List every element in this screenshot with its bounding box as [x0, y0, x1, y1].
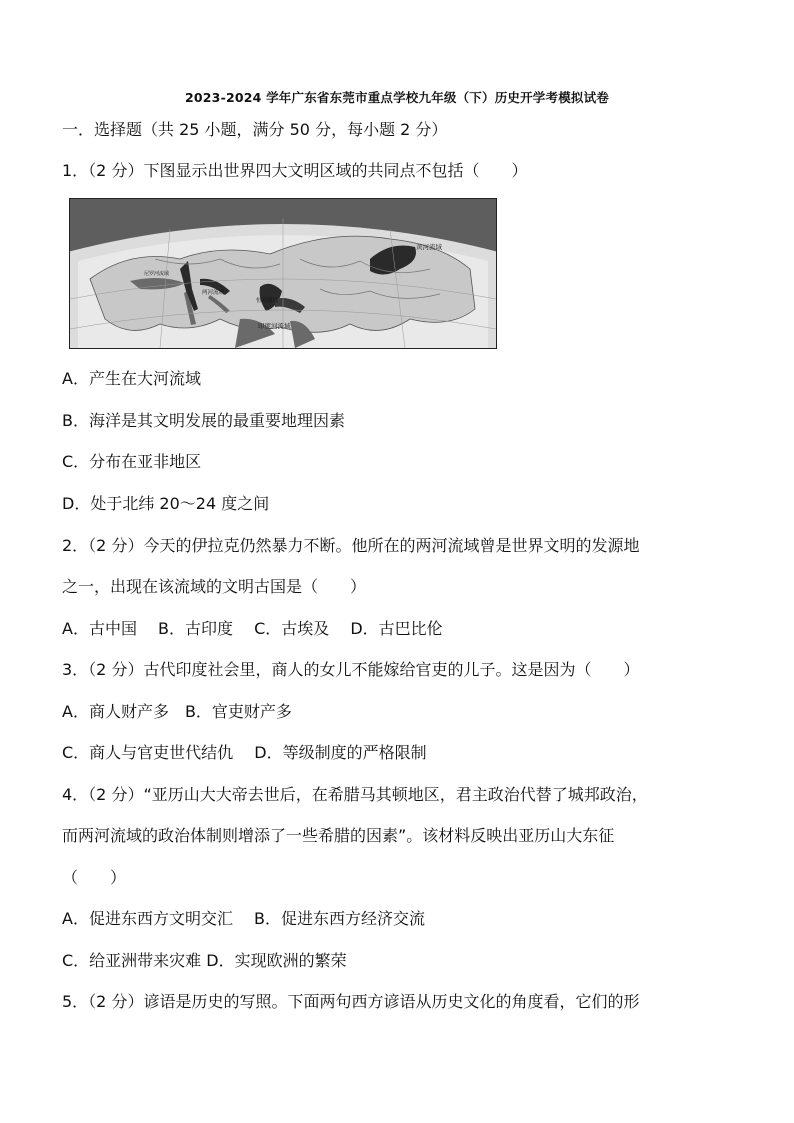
question-4-stem-line-2: 而两河流域的政治体制则增添了一些希腊的因素”。该材料反映出亚历山大东征: [62, 826, 615, 845]
question-1-option-d: D．处于北纬 20～24 度之间: [62, 494, 270, 513]
question-3-options-line-1: A．商人财产多 B．官吏财产多: [62, 702, 292, 721]
map-label-lianghe: 两河流域: [202, 290, 225, 296]
question-2-stem-line-2: 之一，出现在该流域的文明古国是（ ）: [62, 577, 367, 596]
question-4-options-line-1: A．促进东西方文明交汇 B．促进东西方经济交流: [62, 909, 426, 928]
map-label-huanghe: 黄河流域: [416, 243, 442, 251]
map-label-henghe: 恒河流域: [256, 298, 279, 304]
question-5-stem: 5．（2 分）谚语是历史的写照。下面两句西方谚语从历史文化的角度看，它们的形: [62, 992, 640, 1011]
question-3-stem: 3．（2 分）古代印度社会里，商人的女儿不能嫁给官吏的儿子。这是因为（ ）: [62, 660, 640, 679]
question-1-stem: 1．（2 分）下图显示出世界四大文明区域的共同点不包括（ ）: [62, 161, 528, 180]
section-header: 一．选择题（共 25 小题，满分 50 分，每小题 2 分）: [62, 120, 448, 139]
map-label-yinduhe: 印度河流域: [258, 322, 291, 330]
four-civilizations-map: [69, 198, 497, 349]
question-2-options: A．古中国 B．古印度 C．古埃及 D．古巴比伦: [62, 619, 443, 638]
question-2-stem-line-1: 2．（2 分）今天的伊拉克仍然暴力不断。他所在的两河流域曾是世界文明的发源地: [62, 536, 640, 555]
question-4-options-line-2: C．给亚洲带来灾难 D．实现欧洲的繁荣: [62, 951, 347, 970]
question-1-option-b: B．海洋是其文明发展的最重要地理因素: [62, 411, 345, 430]
question-3-options-line-2: C．商人与官吏世代结仇 D．等级制度的严格限制: [62, 743, 427, 762]
map-label-niluohe: 尼罗河流域: [144, 271, 170, 277]
question-4-stem-line-3: （ ）: [62, 868, 127, 887]
exam-title: 2023-2024 学年广东省东莞市重点学校九年级（下）历史开学考模拟试卷: [184, 90, 610, 105]
question-1-option-a: A．产生在大河流域: [62, 369, 201, 388]
question-4-stem-line-1: 4．（2 分）“亚历山大大帝去世后，在希腊马其顿地区，君主政治代替了城邦政治，: [62, 785, 648, 804]
question-1-option-c: C．分布在亚非地区: [62, 452, 202, 471]
